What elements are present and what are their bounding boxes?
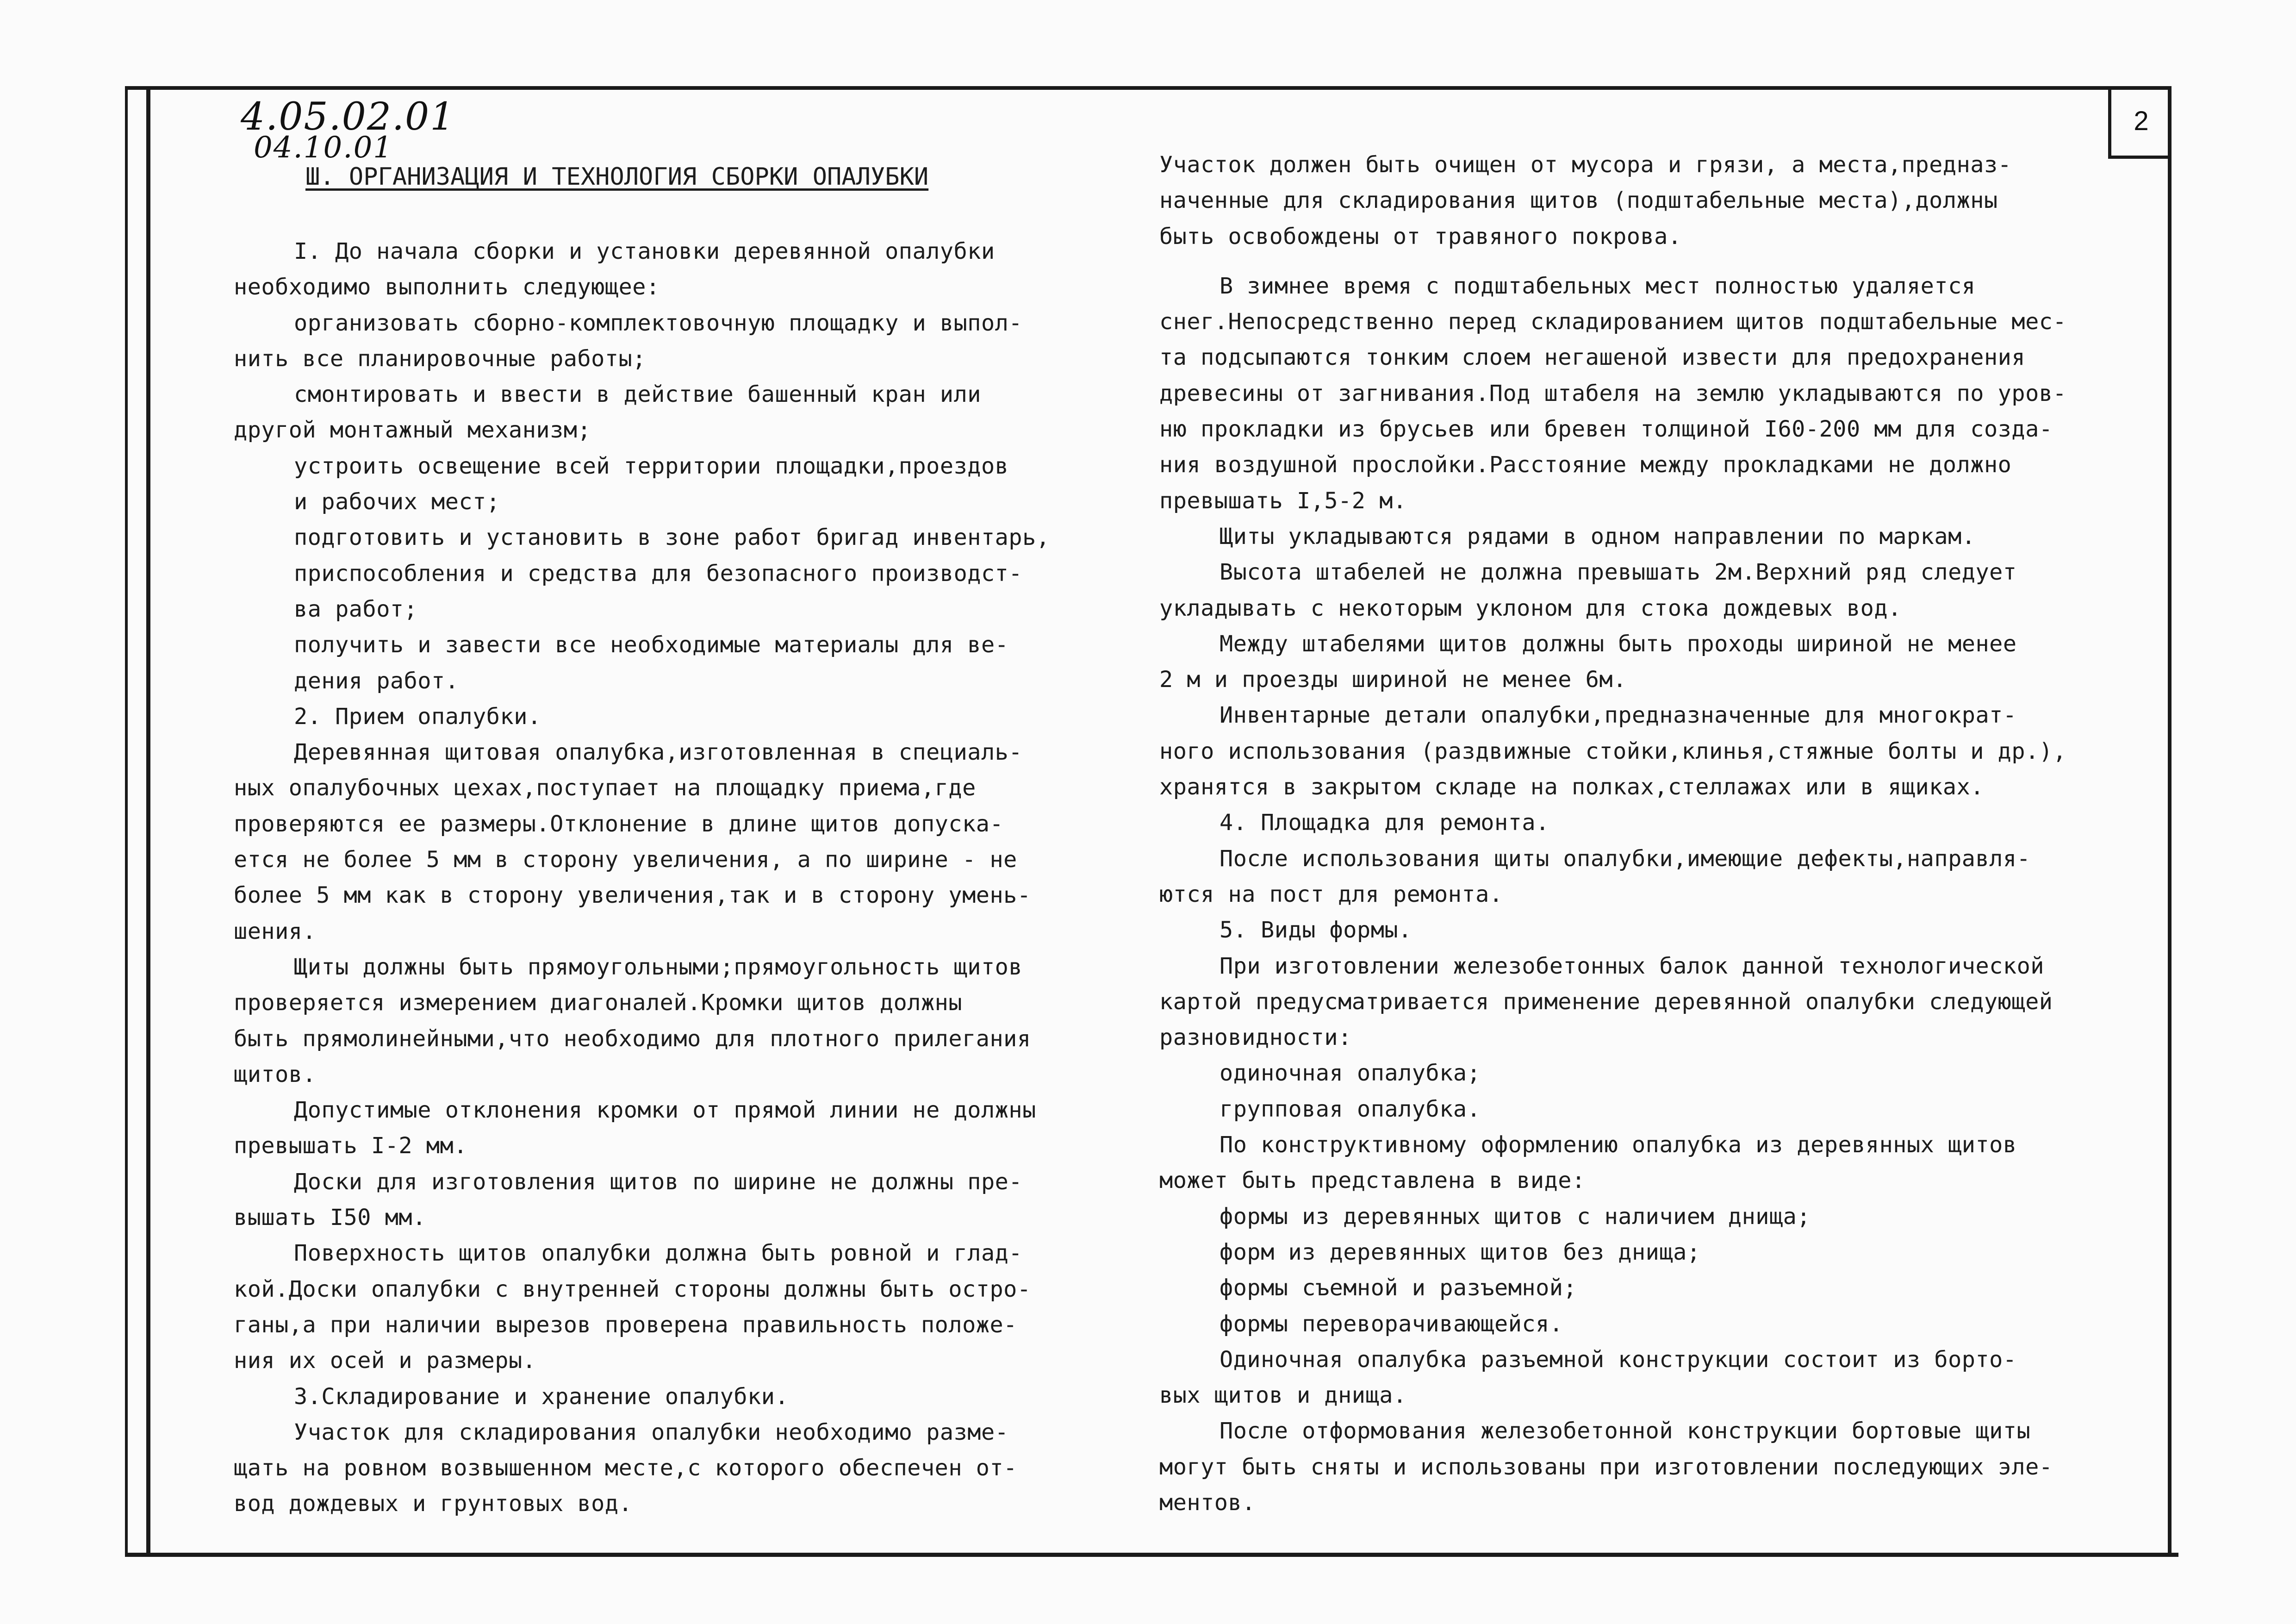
- frame-left-rule: [146, 86, 150, 1556]
- text-line: Между штабелями щитов должны быть проходы шириной не менее: [1220, 631, 2017, 657]
- text-line: шения.: [234, 918, 317, 944]
- text-line: ментов.: [1159, 1489, 1256, 1516]
- text-line: ния их осей и размеры.: [234, 1348, 536, 1374]
- text-line: одиночная опалубка;: [1220, 1060, 1481, 1087]
- text-line: Доски для изготовления щитов по ширине не должны пре-: [294, 1168, 1023, 1195]
- text-line: картой предусматривается применение деревянной опалубки следующей: [1159, 988, 2053, 1015]
- text-line: Поверхность щитов опалубки должна быть ровной и глад-: [294, 1240, 1023, 1267]
- text-line: проверяется измерением диагоналей.Кромки щитов должны: [234, 990, 963, 1016]
- paragraph-gap: [1159, 255, 2145, 269]
- text-line: ных опалубочных цехах,поступает на площадку приема,где: [234, 775, 976, 801]
- text-line: ния воздушной прослойки.Расстояние между прокладками не должно: [1159, 452, 2012, 478]
- text-line: превышать I-2 мм.: [234, 1133, 467, 1159]
- text-line: Участок должен быть очищен от мусора и грязи, а места,предназ-: [1159, 152, 2012, 178]
- text-line: необходимо выполнить следующее:: [234, 274, 660, 300]
- text-line: При изготовлении железобетонных балок данной технологической: [1220, 953, 2044, 979]
- text-line: форм из деревянных щитов без днища;: [1220, 1239, 1701, 1265]
- text-line: 2 м и проезды шириной не менее 6м.: [1159, 667, 1627, 693]
- text-line: щитов.: [234, 1061, 317, 1087]
- text-line: получить и завести все необходимые материалы для ве-: [294, 632, 1009, 658]
- text-line: укладывать с некоторым уклоном для стока дождевых вод.: [1159, 595, 1902, 621]
- text-line: может быть представлена в виде:: [1159, 1168, 1586, 1194]
- text-line: нить все планировочные работы;: [234, 345, 646, 372]
- text-line: 4. Площадка для ремонта.: [1220, 810, 1549, 836]
- text-line: проверяются ее размеры.Отклонение в длине щитов допуска-: [234, 811, 1004, 837]
- right-text-column: [1159, 147, 2145, 1521]
- text-line: наченные для складирования щитов (подштабельные места),должны: [1159, 187, 1998, 214]
- text-line: формы из деревянных щитов с наличием днища;: [1220, 1203, 1811, 1230]
- left-text-column: [234, 234, 1104, 1522]
- text-line: Одиночная опалубка разъемной конструкции состоит из борто-: [1220, 1346, 2017, 1373]
- text-line: В зимнее время с подштабельных мест полностью удаляется: [1220, 273, 1976, 299]
- document-code-secondary: 04.10.01: [254, 131, 393, 165]
- text-line: Высота штабелей не должна превышать 2м.Верхний ряд следует: [1220, 559, 2017, 586]
- text-line: снег.Непосредственно перед складированием щитов подштабельные мес-: [1159, 309, 2067, 335]
- text-line: ного использования (раздвижные стойки,клинья,стяжные болты и др.),: [1159, 738, 2067, 764]
- text-line: быть прямолинейными,что необходимо для плотного прилегания: [234, 1025, 1031, 1052]
- text-line: формы переворачивающейся.: [1220, 1311, 1563, 1337]
- text-line: дения работ.: [294, 668, 459, 694]
- frame-right-rule: [2168, 86, 2172, 1556]
- text-line: смонтировать и ввести в действие башенный кран или: [294, 381, 981, 408]
- text-line: формы съемной и разъемной;: [1220, 1275, 1577, 1301]
- text-line: приспособления и средства для безопасного производст-: [294, 560, 1023, 587]
- text-line: 3.Складирование и хранение опалубки.: [294, 1383, 789, 1410]
- text-line: Участок для складирования опалубки необходимо разме-: [294, 1419, 1009, 1445]
- text-line: вых щитов и днища.: [1159, 1382, 1407, 1409]
- text-line: хранятся в закрытом складе на полках,стеллажах или в ящиках.: [1159, 774, 1984, 800]
- text-line: щать на ровном возвышенном месте,с которого обеспечен от-: [234, 1455, 1017, 1481]
- text-line: ню прокладки из брусьев или бревен толщиной I60-200 мм для созда-: [1159, 416, 2053, 443]
- text-line: та подсыпаются тонким слоем негашеной извести для предохранения: [1159, 344, 2026, 371]
- text-line: другой монтажный механизм;: [234, 417, 591, 443]
- text-line: быть освобождены от травяного покрова.: [1159, 223, 1682, 250]
- text-line: Деревянная щитовая опалубка,изготовленная в специаль-: [294, 739, 1023, 766]
- text-line: ются на пост для ремонта.: [1159, 881, 1503, 907]
- text-line: Щиты укладываются рядами в одном направлении по маркам.: [1220, 523, 1976, 550]
- text-line: и рабочих мест;: [294, 489, 500, 515]
- text-line: 5. Виды формы.: [1220, 917, 1412, 943]
- page-number: 2: [2134, 106, 2149, 136]
- text-line: ганы,а при наличии вырезов проверена правильность положе-: [234, 1312, 1017, 1338]
- text-line: групповая опалубка.: [1220, 1096, 1481, 1122]
- document-code-primary: 4.05.02.01: [241, 95, 455, 139]
- text-line: более 5 мм как в сторону увеличения,так и в сторону умень-: [234, 882, 1031, 909]
- frame-top-rule: [125, 86, 2171, 90]
- text-line: ва работ;: [294, 596, 418, 622]
- text-line: Щиты должны быть прямоугольными;прямоугольность щитов: [294, 954, 1023, 980]
- text-line: I. До начала сборки и установки деревянной опалубки: [294, 238, 995, 264]
- text-line: Допустимые отклонения кромки от прямой линии не должны: [294, 1097, 1036, 1124]
- text-line: превышать I,5-2 м.: [1159, 487, 1407, 514]
- text-line: После использования щиты опалубки,имеющие дефекты,направля-: [1220, 845, 2031, 872]
- text-line: могут быть сняты и использованы при изготовлении последующих эле-: [1159, 1454, 2053, 1480]
- section-title: Ш. ОРГАНИЗАЦИЯ И ТЕХНОЛОГИЯ СБОРКИ ОПАЛУБКИ: [305, 163, 929, 191]
- text-line: 2. Прием опалубки.: [294, 703, 541, 730]
- text-line: По конструктивному оформлению опалубка из деревянных щитов: [1220, 1132, 2017, 1158]
- frame-bottom-rule: [127, 1553, 2178, 1557]
- text-line: организовать сборно-комплектовочную площадку и выпол-: [294, 310, 1023, 336]
- text-line: вышать I50 мм.: [234, 1205, 426, 1231]
- frame-binding-rule: [125, 86, 128, 1557]
- text-line: После отформования железобетонной конструкции бортовые щиты: [1220, 1418, 2031, 1444]
- text-line: подготовить и установить в зоне работ бригад инвентарь,: [294, 525, 1050, 551]
- text-line: кой.Доски опалубки с внутренней стороны должны быть остро-: [234, 1276, 1031, 1302]
- text-line: устроить освещение всей территории площадки,проездов: [294, 453, 1009, 479]
- text-line: древесины от загнивания.Под штабеля на землю укладываются по уров-: [1159, 380, 2067, 406]
- text-line: разновидности:: [1159, 1024, 1352, 1051]
- text-line: Инвентарные детали опалубки,предназначенные для многократ-: [1220, 702, 2017, 729]
- text-line: вод дождевых и грунтовых вод.: [234, 1491, 633, 1517]
- text-line: ется не более 5 мм в сторону увеличения, а по ширине - не: [234, 847, 1017, 873]
